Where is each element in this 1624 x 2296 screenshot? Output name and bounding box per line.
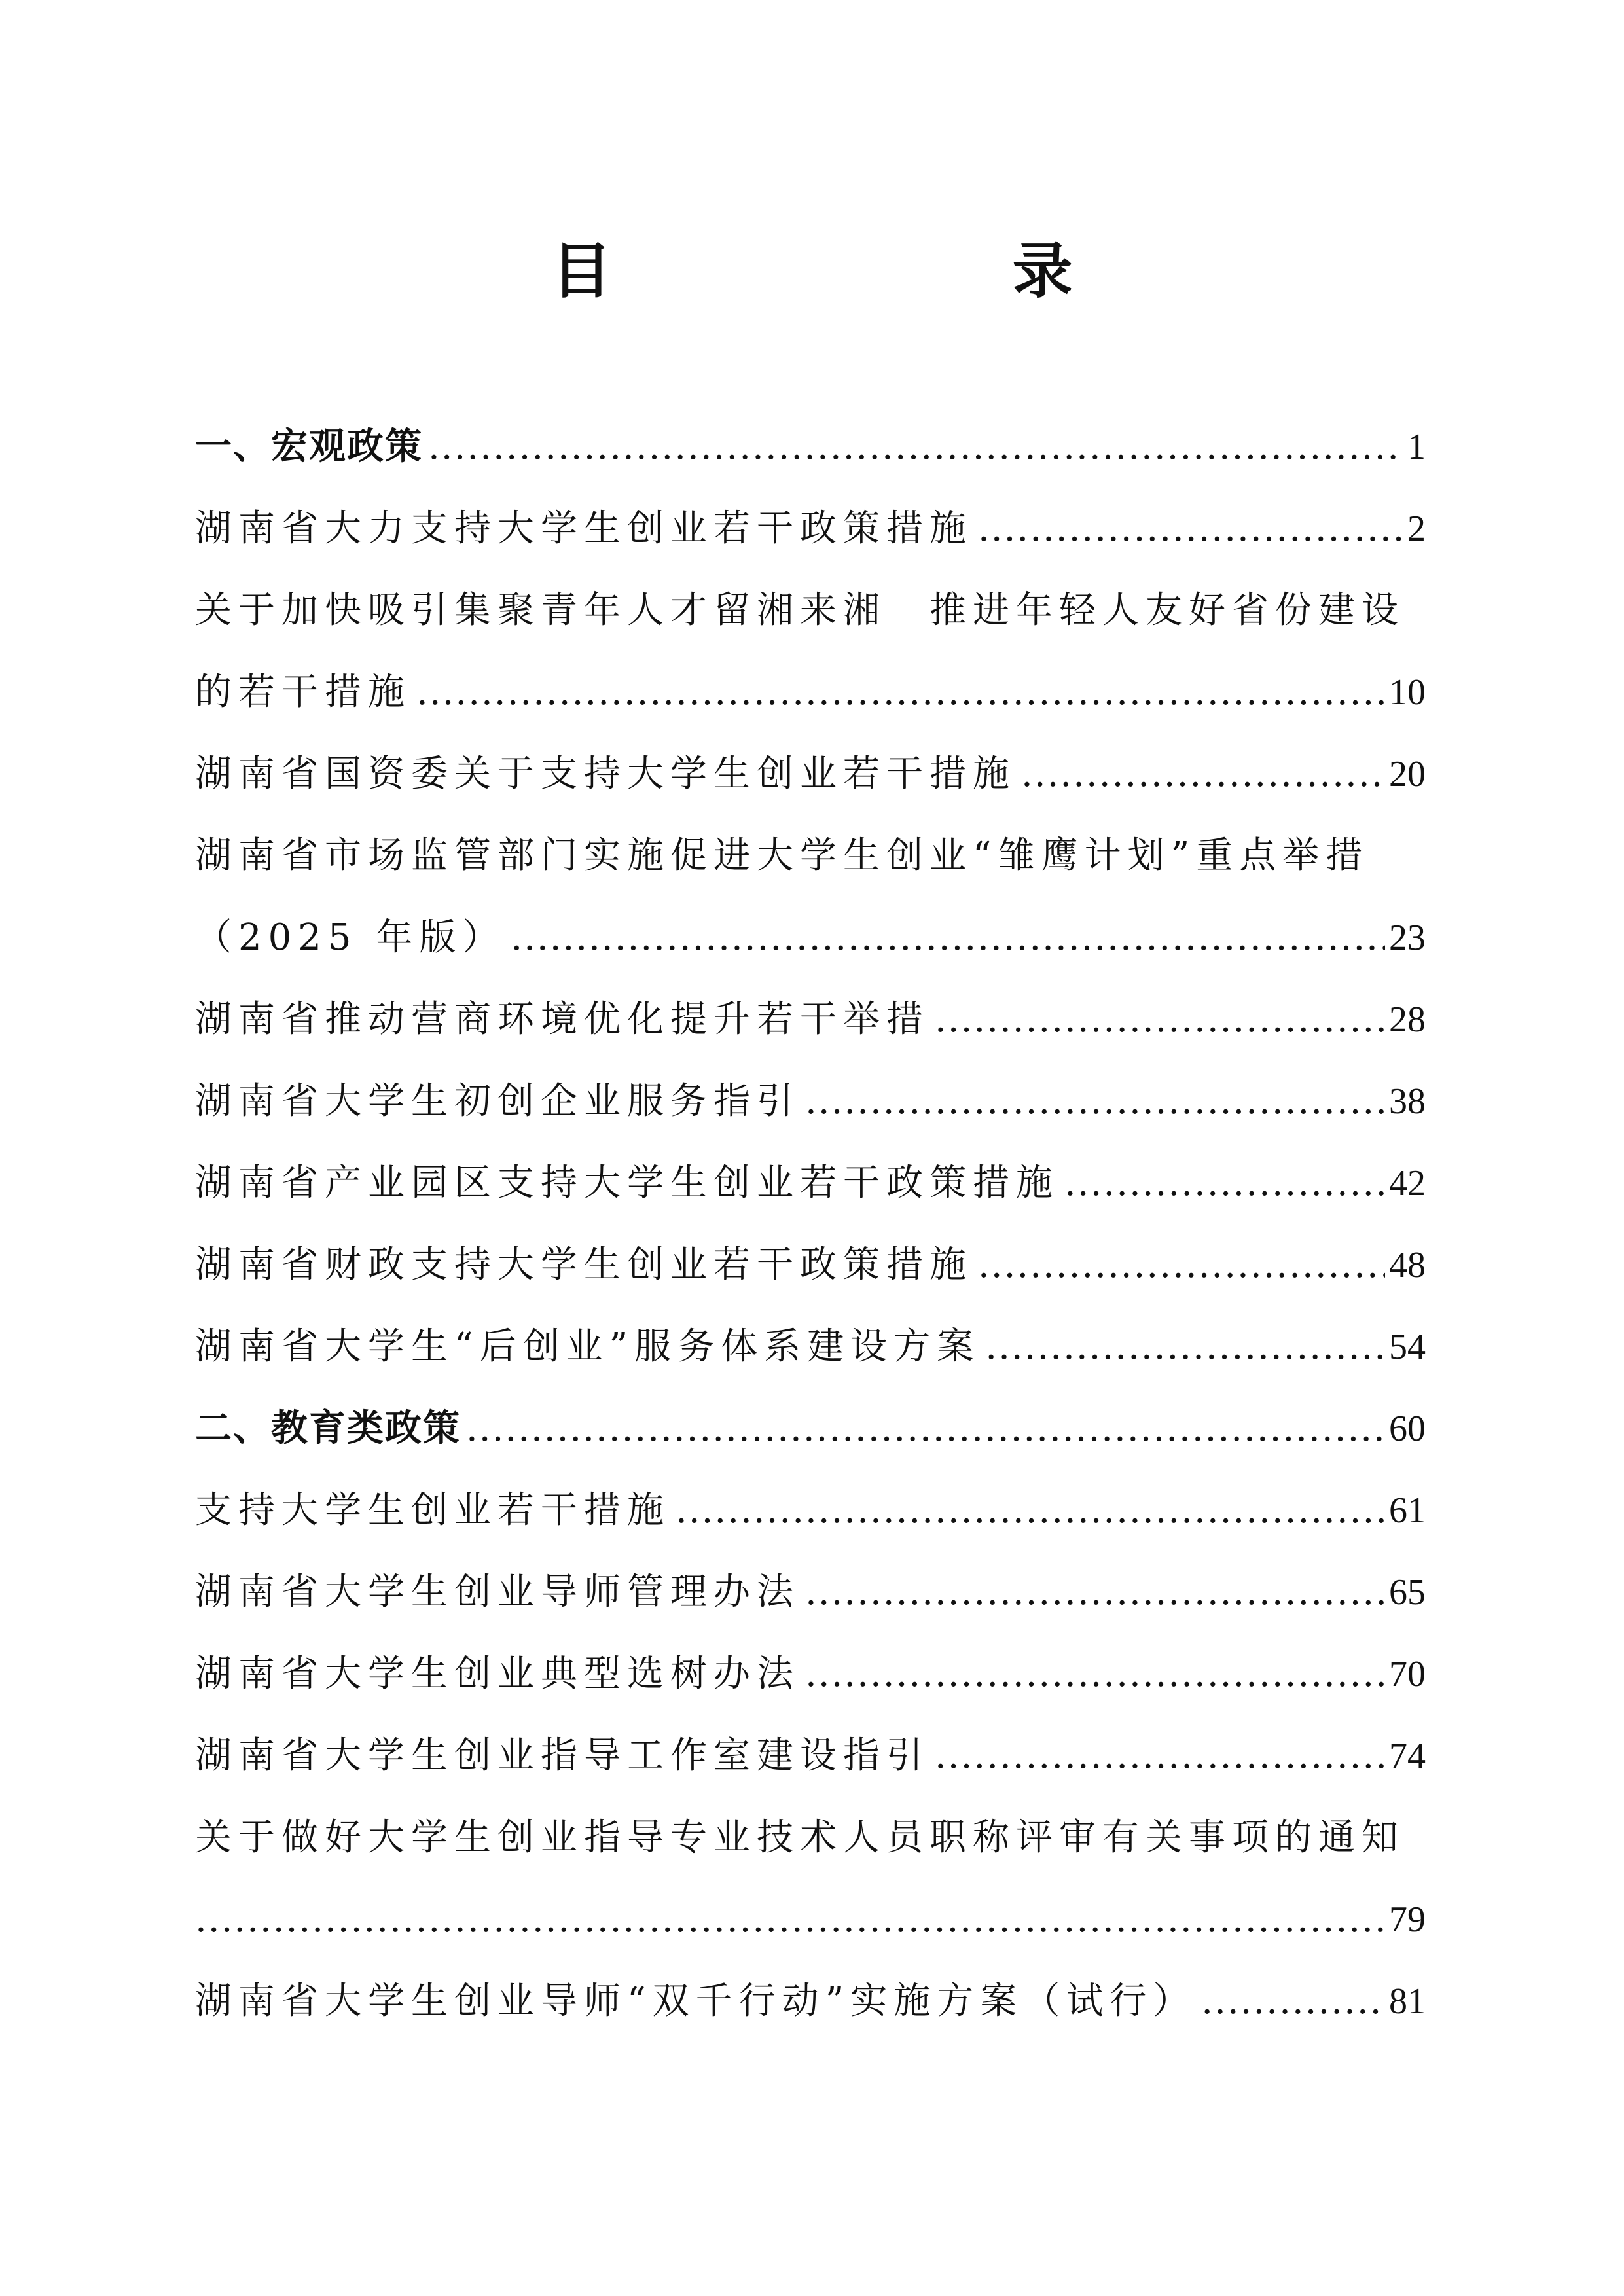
toc-page-number: 60 bbox=[1389, 1408, 1426, 1449]
toc-entry-text: 湖南省产业园区支持大学生创业若干政策措施 bbox=[195, 1162, 1059, 1204]
toc-leader-dots bbox=[466, 1388, 1385, 1469]
toc-leader-dots bbox=[805, 1551, 1385, 1633]
toc-page-number: 81 bbox=[1389, 1981, 1426, 2022]
toc-entry[interactable] bbox=[195, 1142, 1426, 1224]
toc-leader-dots bbox=[805, 1060, 1385, 1142]
toc-page-number: 74 bbox=[1389, 1736, 1426, 1776]
toc-page-number: 10 bbox=[1389, 672, 1426, 713]
toc-page-number: 54 bbox=[1389, 1327, 1426, 1367]
toc-entry-text: 湖南省大学生创业指导工作室建设指引 bbox=[195, 1734, 929, 1777]
toc-page-number: 20 bbox=[1389, 754, 1426, 795]
toc-page-number: 42 bbox=[1389, 1163, 1426, 1204]
toc-leader-dots bbox=[1021, 733, 1385, 815]
toc-page-number: 48 bbox=[1389, 1245, 1426, 1285]
toc-entry[interactable] bbox=[195, 569, 1426, 651]
toc-entry-text: （2025 年版） bbox=[195, 916, 506, 959]
toc-leader-dots bbox=[805, 1633, 1385, 1715]
toc-entry-text: 一、宏观政策 bbox=[195, 425, 423, 468]
toc-leader-dots bbox=[1064, 1142, 1385, 1224]
toc-entry-text: 湖南省市场监管部门实施促进大学生创业“雏鹰计划”重点举措 bbox=[195, 834, 1369, 877]
toc-leader-dots bbox=[428, 406, 1403, 488]
toc-entry-text: 关于做好大学生创业指导专业技术人员职称评审有关事项的通知 bbox=[195, 1816, 1405, 1859]
table-of-contents bbox=[195, 406, 1426, 2042]
toc-entry-text: 关于加快吸引集聚青年人才留湘来湘 推进年轻人友好省份建设 bbox=[195, 589, 1405, 632]
toc-entry[interactable] bbox=[195, 406, 1426, 488]
toc-leader-dots bbox=[978, 1224, 1385, 1306]
toc-entry-text: 湖南省财政支持大学生创业若干政策措施 bbox=[195, 1244, 973, 1286]
toc-entry-text: 湖南省国资委关于支持大学生创业若干措施 bbox=[195, 753, 1016, 795]
toc-entry[interactable] bbox=[195, 1633, 1426, 1715]
toc-entry-text: 支持大学生创业若干措施 bbox=[195, 1489, 670, 1532]
toc-entry[interactable] bbox=[195, 1797, 1426, 1878]
toc-leader-dots bbox=[935, 978, 1385, 1060]
toc-entry[interactable] bbox=[195, 978, 1426, 1060]
toc-entry[interactable] bbox=[195, 1551, 1426, 1633]
toc-page-number: 28 bbox=[1389, 999, 1426, 1040]
toc-entry[interactable] bbox=[195, 733, 1426, 815]
toc-leader-dots bbox=[511, 897, 1385, 978]
toc-leader-dots bbox=[1201, 1960, 1385, 2042]
toc-entry-text: 湖南省大学生创业导师“双千行动”实施方案（试行） bbox=[195, 1980, 1197, 2022]
toc-page-number: 2 bbox=[1407, 509, 1426, 549]
toc-page-number: 70 bbox=[1389, 1654, 1426, 1695]
toc-entry-text: 湖南省大学生“后创业”服务体系建设方案 bbox=[195, 1325, 981, 1368]
toc-entry[interactable] bbox=[195, 1388, 1426, 1469]
toc-entry[interactable] bbox=[195, 815, 1426, 897]
toc-page-number: 61 bbox=[1389, 1490, 1426, 1531]
toc-entry[interactable] bbox=[195, 1224, 1426, 1306]
toc-page-number: 23 bbox=[1389, 918, 1426, 958]
toc-entry[interactable] bbox=[195, 1469, 1426, 1551]
toc-leader-dots bbox=[416, 651, 1385, 733]
toc-entry-text: 湖南省大力支持大学生创业若干政策措施 bbox=[195, 507, 973, 550]
toc-leader-dots bbox=[676, 1469, 1385, 1551]
toc-entry-text: 湖南省推动营商环境优化提升若干举措 bbox=[195, 998, 929, 1041]
toc-entry-text: 的若干措施 bbox=[195, 671, 411, 713]
toc-leader-dots bbox=[935, 1715, 1385, 1797]
toc-leader-dots bbox=[195, 1878, 1385, 1960]
toc-entry[interactable] bbox=[195, 488, 1426, 569]
toc-leader-dots bbox=[985, 1306, 1385, 1388]
toc-entry[interactable] bbox=[195, 897, 1426, 978]
toc-entry-text: 湖南省大学生初创企业服务指引 bbox=[195, 1080, 800, 1122]
toc-page-number: 79 bbox=[1389, 1899, 1426, 1940]
toc-page-number: 1 bbox=[1407, 427, 1426, 467]
toc-entry[interactable] bbox=[195, 1960, 1426, 2042]
toc-entry[interactable] bbox=[195, 651, 1426, 733]
toc-leader-dots bbox=[978, 488, 1403, 569]
toc-entry-text: 湖南省大学生创业导师管理办法 bbox=[195, 1571, 800, 1613]
toc-title: 目 录 bbox=[551, 236, 1243, 306]
toc-page-number: 38 bbox=[1389, 1081, 1426, 1122]
toc-entry[interactable] bbox=[195, 1306, 1426, 1388]
toc-page-number: 65 bbox=[1389, 1572, 1426, 1613]
toc-entry[interactable] bbox=[195, 1060, 1426, 1142]
toc-entry-text: 二、教育类政策 bbox=[195, 1407, 461, 1450]
toc-entry-text: 湖南省大学生创业典型选树办法 bbox=[195, 1653, 800, 1695]
toc-entry[interactable] bbox=[195, 1715, 1426, 1797]
toc-entry[interactable] bbox=[195, 1878, 1426, 1960]
